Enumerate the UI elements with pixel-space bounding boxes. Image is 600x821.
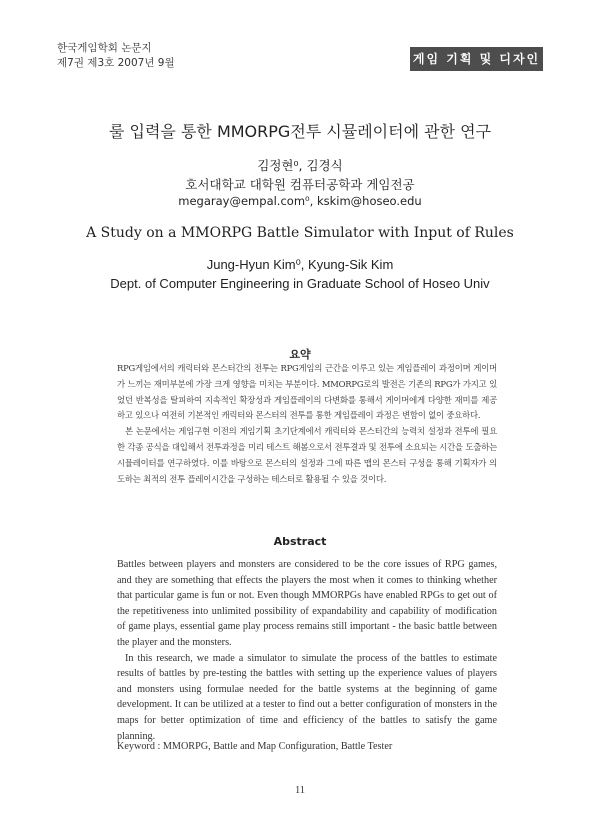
title-korean: 룰 입력을 통한 MMORPG전투 시뮬레이터에 관한 연구	[108, 122, 492, 141]
affiliation-korean: 호서대학교 대학원 컴퓨터공학과 게임전공	[185, 177, 415, 192]
authors-korean: 김정현⁰, 김경식	[257, 158, 343, 173]
keywords: Keyword : MMORPG, Battle and Map Configuration, Battle Tester	[117, 741, 393, 752]
category-badge: 게임 기획 및 디자인	[410, 47, 543, 71]
abstract-korean-paragraph: 본 논문에서는 게임구현 이전의 게임기획 초기단계에서 캐릭터와 몬스터간의 능력치 설정과 전투에 필요한 각종 공식을 대입해서 전투과정을 미리 테스트 해봄으로서 전투결과 및 전투에 소요되는 시간을 도출하는 시뮬레이터를 연구하였다. 이를 바탕으로 몬스터의 설정과 그에 따른 맵의 몬스터 구성을 통해 기획자가 의도하는 최적의 전투 플레이시간을 구성하는 테스터로 활용될 수 있을 것이다.	[117, 426, 497, 484]
author-emails: megaray@empal.com⁰, kskim@hoseo.edu	[178, 194, 422, 208]
journal-info	[57, 41, 175, 71]
affiliation-english: Dept. of Computer Engineering in Graduate School of Hoseo Univ	[110, 276, 490, 291]
journal-issue: 제7권 제3호 2007년 9월	[57, 57, 175, 69]
abstract-korean-heading: 요약	[289, 348, 311, 361]
abstract-english-heading: Abstract	[273, 535, 327, 548]
authors-english: Jung-Hyun Kim⁰, Kyung-Sik Kim	[206, 257, 394, 272]
title-english: A Study on a MMORPG Battle Simulator with Input of Rules	[86, 225, 514, 241]
abstract-english-paragraph: Battles between players and monsters are considered to be the core issues of RPG games, and they are something that effects the players the most when it comes to thinking whether that particular game is fun or not. Even though MMORPGs have enabled RPGs to get out of the repetitiveness into unlimited possibility of expandability and capability of modification of game plays, essential game play process remains still important - the basic battle between the player and the monsters.	[117, 559, 497, 648]
journal-name: 한국게임학회 논문지	[57, 42, 152, 54]
abstract-english-body	[117, 557, 497, 744]
abstract-english-paragraph: In this research, we made a simulator to simulate the process of the battles to estimate results of battles by pre-testing the battles with setting up the experience values of players and monsters using formulae needed for the battle systems at the beginning of game development. It can be utilized at a tester to find out a better configuration of monsters in the maps for better optimization of time and efficiency of the battles to satisfy the game planning.	[117, 652, 497, 742]
abstract-korean-body	[117, 361, 497, 487]
page-number: 11	[294, 785, 306, 796]
abstract-korean-paragraph: RPG게임에서의 캐릭터와 몬스터간의 전투는 RPG게임의 근간을 이루고 있는 게임플레이 과정이며 게이머가 느끼는 재미부분에 가장 크게 영향을 미치는 부분이다. MMORPG로의 발전은 기존의 RPG가 가지고 있었던 반복성을 탈피하여 지속적인 확장성과 게임플레이의 다변화를 통해서 게이머에게 다양한 재미를 제공하고 있으나 여전히 기본적인 캐릭터와 몬스터의 전투를 통한 게임플레이 과정은 변함이 없이 중요하다.	[117, 363, 497, 421]
